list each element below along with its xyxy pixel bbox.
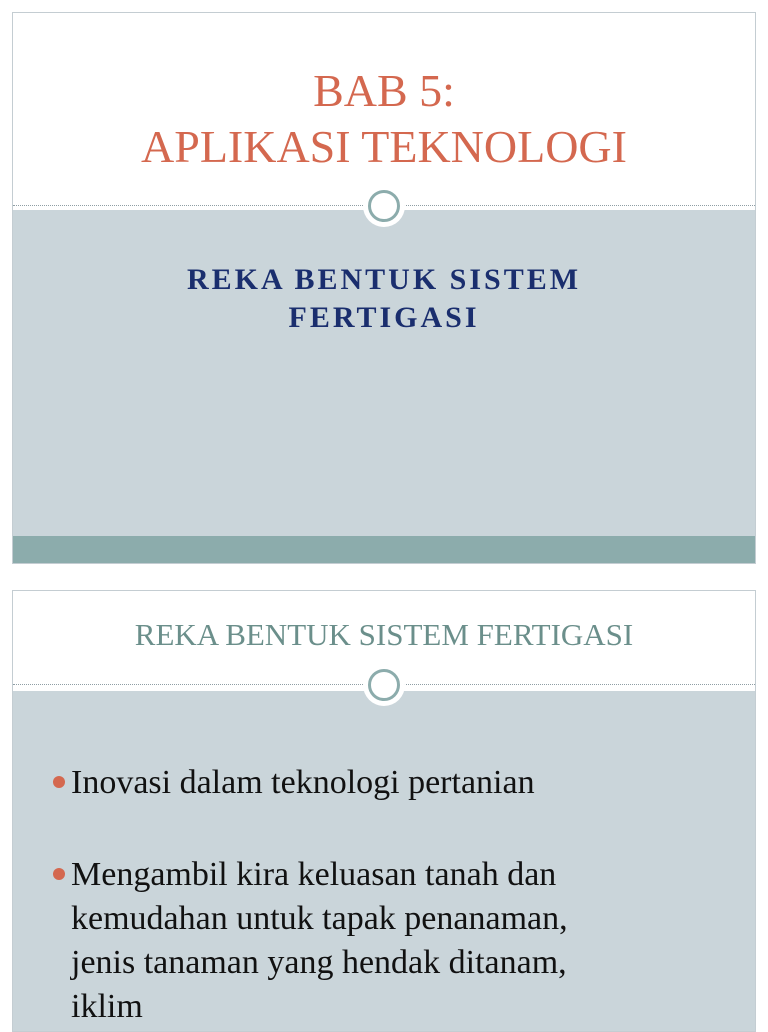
- slide-subtitle: [13, 261, 755, 337]
- slide-subtitle-line: FERTIGASI: [288, 301, 480, 334]
- bullet-line: kemudahan untuk tapak penanaman,: [71, 900, 568, 937]
- bullet-icon: [53, 776, 65, 788]
- bullet-icon: [53, 868, 65, 880]
- bullet-item: [53, 853, 735, 1029]
- title-slide: [12, 12, 756, 564]
- bullet-line: Mengambil kira keluasan tanah dan: [71, 856, 557, 893]
- slide-title: REKA BENTUK SISTEM FERTIGASI: [134, 617, 634, 652]
- bullet-item: [53, 761, 735, 805]
- slide-subtitle-line: REKA BENTUK SISTEM: [186, 263, 582, 296]
- slide-bottom-strip: [13, 536, 755, 563]
- circle-ornament-icon: [368, 190, 400, 222]
- circle-ornament-icon: [368, 669, 400, 701]
- slide-title-line: APLIKASI TEKNOLOGI: [141, 121, 627, 172]
- content-slide: [12, 590, 756, 1032]
- slide-content-band: [13, 210, 755, 536]
- slide-title-line: BAB 5:: [313, 65, 455, 116]
- bullet-list: [53, 761, 735, 1029]
- bullet-line: jenis tanaman yang hendak ditanam,: [71, 944, 567, 981]
- bullet-line: iklim: [71, 988, 143, 1025]
- slide-title: [13, 63, 755, 175]
- bullet-line: Inovasi dalam teknologi pertanian: [71, 764, 535, 801]
